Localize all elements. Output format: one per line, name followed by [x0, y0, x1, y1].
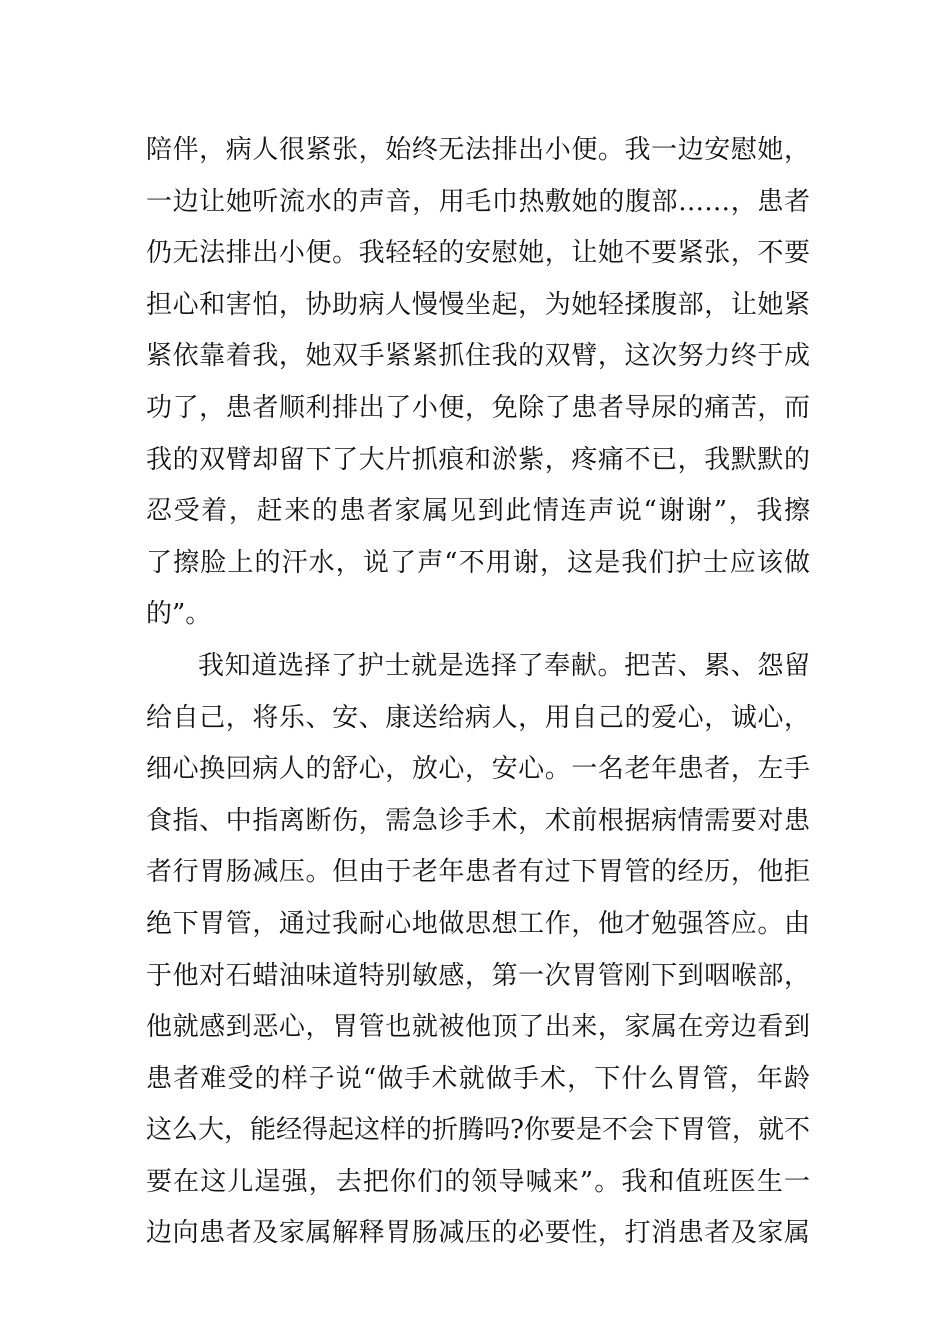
paragraph-2 [146, 641, 810, 1260]
text-line: 患者难受的样子说“做手术就做手术，下什么胃管，年龄 [146, 1063, 810, 1094]
text-line: 要在这儿逞强，去把你们的领导喊来”。我和值班医生一 [146, 1166, 810, 1197]
text-line: 担心和害怕，协助病人慢慢坐起，为她轻揉腹部，让她紧 [146, 289, 810, 320]
paragraph-1 [146, 125, 810, 641]
text-line: 给自己，将乐、安、康送给病人，用自己的爱心，诚心， [146, 702, 810, 733]
text-line: 的”。 [146, 599, 212, 630]
text-line: 紧依靠着我，她双手紧紧抓住我的双臂，这次努力终于成 [146, 341, 810, 372]
text-line: 一边让她听流水的声音，用毛巾热敷她的腹部……，患者 [146, 186, 810, 217]
text-line: 我知道选择了护士就是选择了奉献。把苦、累、怨留 [198, 650, 810, 681]
text-line: 绝下胃管，通过我耐心地做思想工作，他才勉强答应。由 [146, 908, 810, 939]
text-line: 于他对石蜡油味道特别敏感，第一次胃管刚下到咽喉部， [146, 960, 810, 991]
text-line: 这么大，能经得起这样的折腾吗?你要是不会下胃管，就不 [146, 1115, 810, 1146]
text-line: 了擦脸上的汗水，说了声“不用谢，这是我们护士应该做 [146, 547, 810, 578]
body-text [146, 125, 810, 1260]
text-line: 我的双臂却留下了大片抓痕和淤紫，疼痛不已，我默默的 [146, 444, 810, 475]
text-line: 者行胃肠减压。但由于老年患者有过下胃管的经历，他拒 [146, 857, 810, 888]
text-line: 仍无法排出小便。我轻轻的安慰她，让她不要紧张，不要 [146, 238, 810, 269]
text-line: 忍受着，赶来的患者家属见到此情连声说“谢谢”，我擦 [146, 496, 810, 527]
text-line: 边向患者及家属解释胃肠减压的必要性，打消患者及家属 [146, 1218, 810, 1249]
text-line: 食指、中指离断伤，需急诊手术，术前根据病情需要对患 [146, 805, 810, 836]
text-line: 他就感到恶心，胃管也就被他顶了出来，家属在旁边看到 [146, 1012, 810, 1043]
text-line: 陪伴，病人很紧张，始终无法排出小便。我一边安慰她， [146, 135, 810, 165]
text-line: 功了，患者顺利排出了小便，免除了患者导尿的痛苦，而 [146, 392, 810, 423]
text-line: 细心换回病人的舒心，放心，安心。一名老年患者，左手 [146, 754, 810, 785]
